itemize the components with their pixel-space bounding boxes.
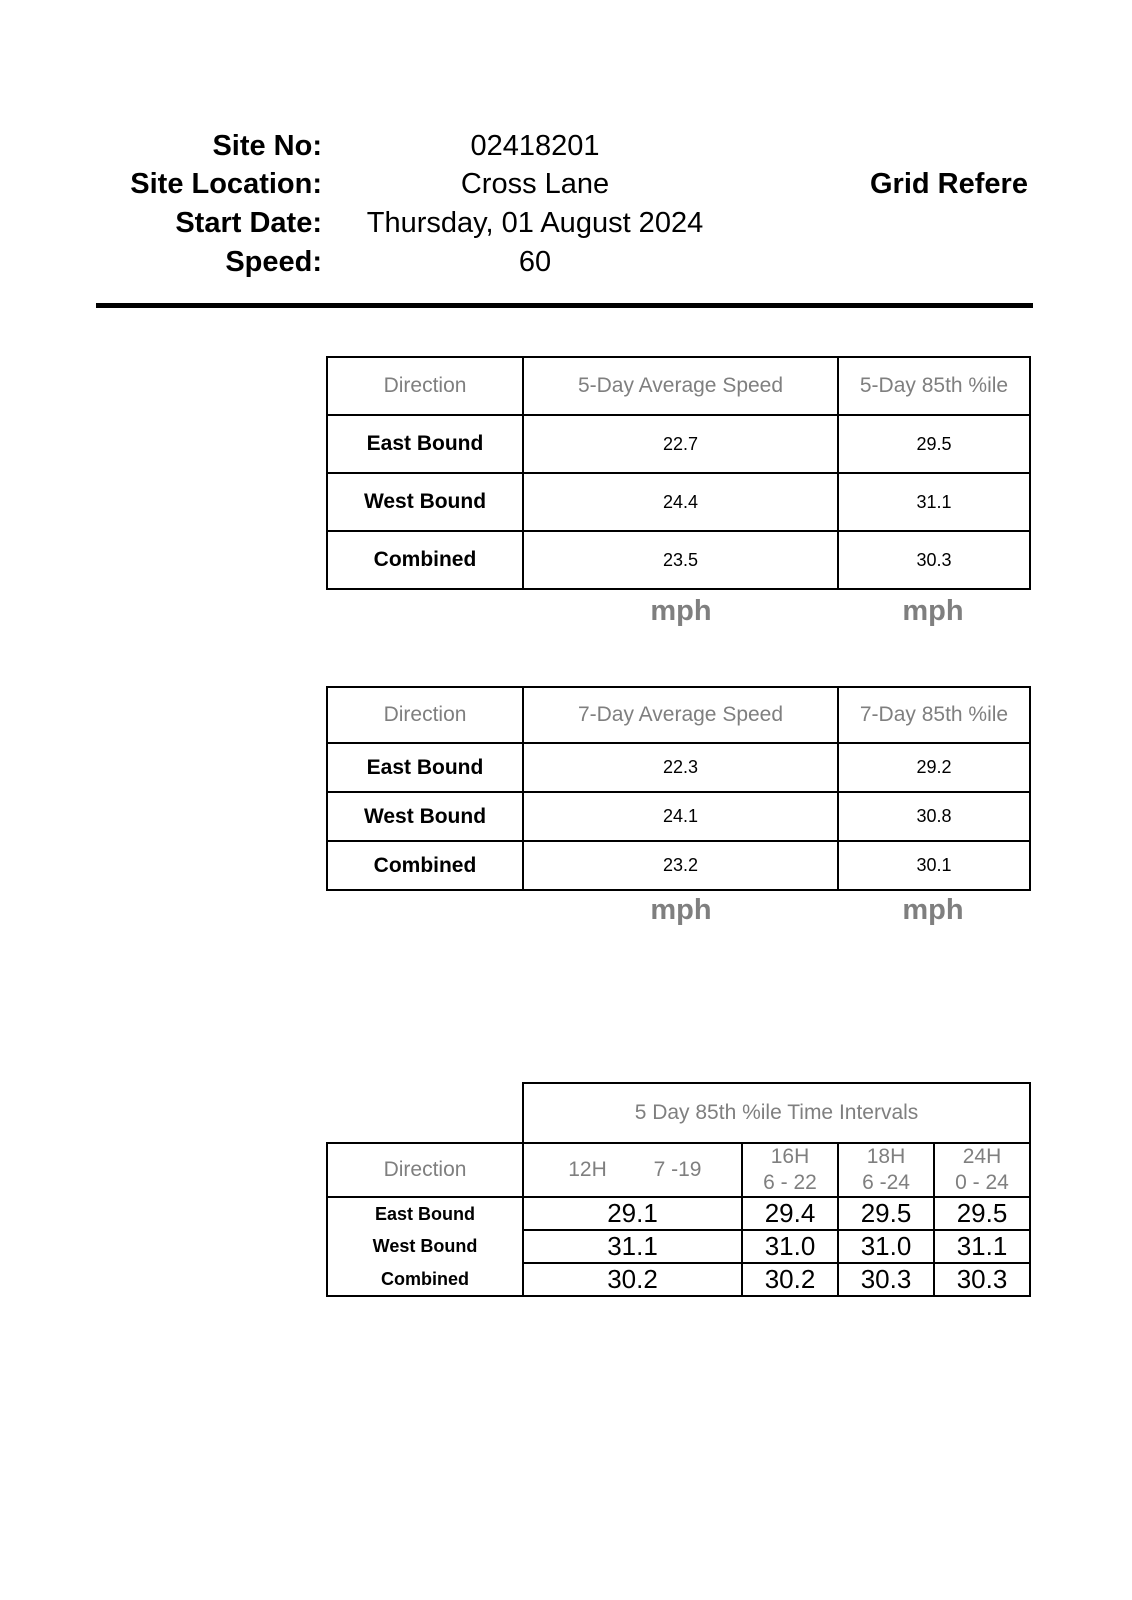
avg-speed-cell: 23.5: [523, 531, 838, 589]
row-direction: Combined: [327, 1263, 523, 1296]
interval-16h-header: [742, 1143, 838, 1197]
speed-label: Speed:: [225, 246, 322, 278]
five-day-85th-header: 5-Day 85th %ile: [838, 357, 1030, 415]
interval-16h-range: 6 - 22: [763, 1171, 817, 1194]
site-no-value: 02418201: [470, 130, 600, 162]
site-location-value: Cross Lane: [460, 168, 610, 200]
seven-day-avg-header: 7-Day Average Speed: [523, 687, 838, 743]
row-direction: West Bound: [327, 792, 523, 841]
interval-16h-cell: 31.0: [742, 1230, 838, 1263]
avg-speed-cell: 23.2: [523, 841, 838, 890]
interval-16h-label: 16H: [770, 1145, 810, 1168]
site-no-label: Site No:: [212, 130, 322, 162]
intervals-title: 5 Day 85th %ile Time Intervals: [523, 1083, 1030, 1143]
five-day-speed-table: [326, 356, 1031, 590]
table-row: [327, 792, 1030, 841]
interval-24h-range: 0 - 24: [955, 1171, 1009, 1194]
interval-18h-header: [838, 1143, 934, 1197]
p85-speed-cell: 30.3: [838, 531, 1030, 589]
seven-day-speed-table: [326, 686, 1031, 891]
interval-24h-cell: 29.5: [934, 1197, 1030, 1230]
row-direction: West Bound: [327, 473, 523, 531]
seven-day-avg-unit: mph: [650, 894, 712, 926]
five-day-avg-unit: mph: [650, 595, 712, 627]
interval-18h-label: 18H: [866, 1145, 906, 1168]
table-row: [327, 841, 1030, 890]
interval-16h-cell: 29.4: [742, 1197, 838, 1230]
interval-16h-cell: 30.2: [742, 1263, 838, 1296]
intervals-direction-header: Direction: [327, 1143, 523, 1197]
row-direction: Combined: [327, 841, 523, 890]
interval-18h-cell: 31.0: [838, 1230, 934, 1263]
interval-18h-cell: 29.5: [838, 1197, 934, 1230]
p85-speed-cell: 29.5: [838, 415, 1030, 473]
p85-speed-cell: 30.8: [838, 792, 1030, 841]
table-row: [327, 473, 1030, 531]
row-direction: East Bound: [327, 415, 523, 473]
five-day-85th-unit: mph: [902, 595, 964, 627]
avg-speed-cell: 22.3: [523, 743, 838, 792]
interval-18h-range: 6 -24: [862, 1171, 910, 1194]
interval-12h-cell: 29.1: [523, 1197, 742, 1230]
five-day-direction-header: Direction: [327, 357, 523, 415]
row-direction: East Bound: [327, 743, 523, 792]
row-direction: West Bound: [327, 1230, 523, 1263]
time-intervals-table: [326, 1082, 1031, 1297]
interval-12h-header: [523, 1143, 742, 1197]
grid-reference-label: Grid Refere: [870, 168, 1028, 200]
p85-speed-cell: 30.1: [838, 841, 1030, 890]
avg-speed-cell: 24.4: [523, 473, 838, 531]
table-row: [327, 1230, 1030, 1263]
seven-day-direction-header: Direction: [327, 687, 523, 743]
empty-corner-cell: [327, 1083, 523, 1143]
speed-value: 60: [518, 246, 552, 278]
interval-12h-cell: 31.1: [523, 1230, 742, 1263]
interval-12h-label: 12H: [568, 1158, 607, 1181]
start-date-value: Thursday, 01 August 2024: [366, 207, 704, 239]
interval-24h-cell: 30.3: [934, 1263, 1030, 1296]
row-direction: East Bound: [327, 1197, 523, 1230]
interval-24h-label: 24H: [962, 1145, 1002, 1168]
interval-12h-cell: 30.2: [523, 1263, 742, 1296]
interval-24h-header: [934, 1143, 1030, 1197]
p85-speed-cell: 31.1: [838, 473, 1030, 531]
start-date-label: Start Date:: [175, 207, 322, 239]
interval-12h-range: 7 -19: [653, 1158, 702, 1181]
table-row: [327, 1197, 1030, 1230]
header-divider: [96, 303, 1033, 308]
site-location-label: Site Location:: [130, 168, 322, 200]
seven-day-85th-unit: mph: [902, 894, 964, 926]
five-day-avg-header: 5-Day Average Speed: [523, 357, 838, 415]
p85-speed-cell: 29.2: [838, 743, 1030, 792]
seven-day-85th-header: 7-Day 85th %ile: [838, 687, 1030, 743]
table-row: [327, 415, 1030, 473]
table-row: [327, 743, 1030, 792]
row-direction: Combined: [327, 531, 523, 589]
table-row: [327, 531, 1030, 589]
interval-24h-cell: 31.1: [934, 1230, 1030, 1263]
avg-speed-cell: 24.1: [523, 792, 838, 841]
avg-speed-cell: 22.7: [523, 415, 838, 473]
table-row: [327, 1263, 1030, 1296]
interval-18h-cell: 30.3: [838, 1263, 934, 1296]
